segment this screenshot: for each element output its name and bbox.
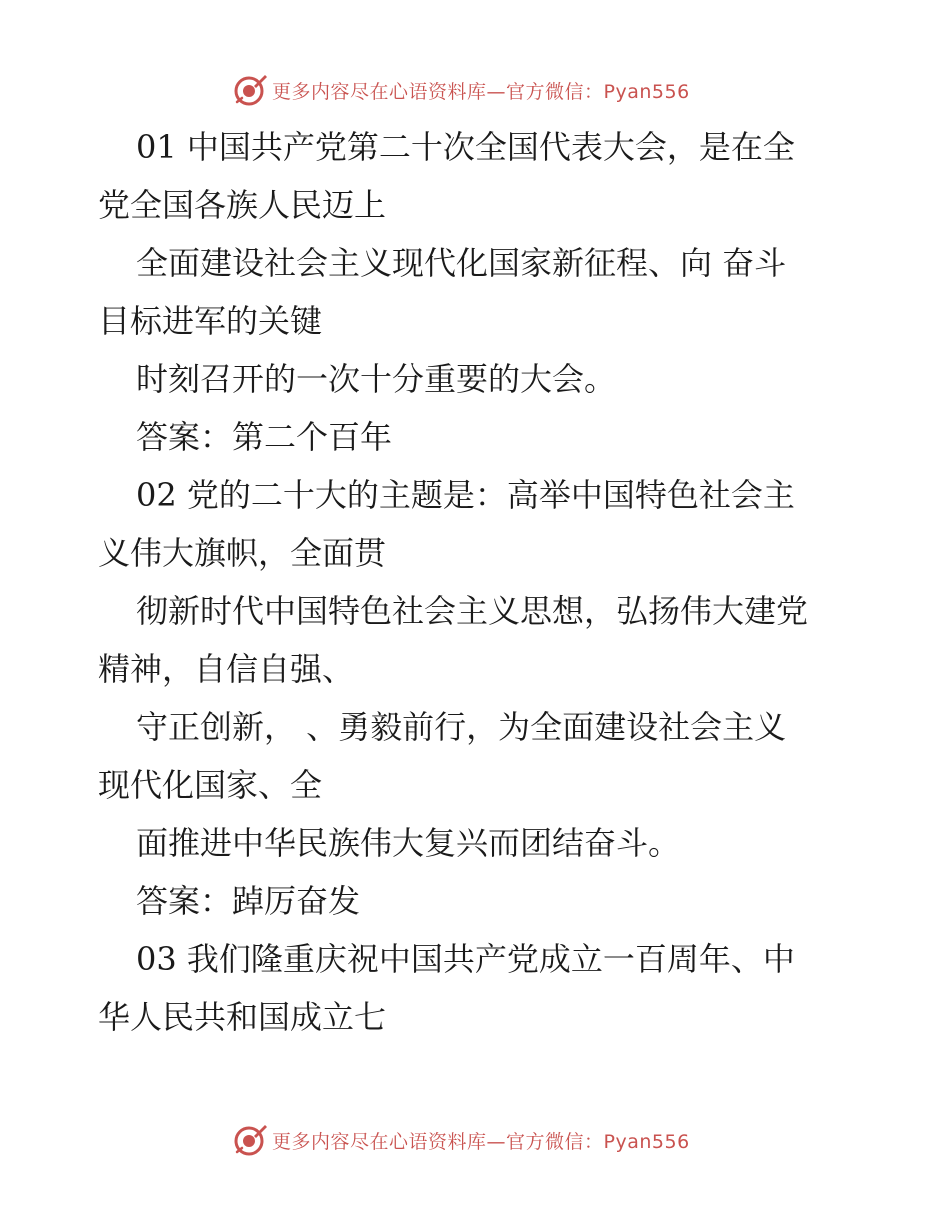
red-pen-logo-icon xyxy=(232,72,268,108)
header-banner xyxy=(232,70,690,110)
text-line: 现代化国家、全 xyxy=(98,766,323,804)
text-line: 党全国各族人民迈上 xyxy=(98,186,387,224)
banner-text: 更多内容尽在心语资料库—官方微信：Pyan556 xyxy=(272,1130,690,1153)
document-body xyxy=(98,118,858,1046)
text-line: 守正创新， 、勇毅前行，为全面建设社会主义 xyxy=(136,708,787,746)
text-line: 02 党的二十大的主题是：高举中国特色社会主 xyxy=(136,476,795,514)
answer-line: 答案：第二个百年 xyxy=(136,418,393,456)
red-pen-logo-icon xyxy=(232,1122,268,1158)
text-line: 彻新时代中国特色社会主义思想，弘扬伟大建党 xyxy=(136,592,809,630)
text-line: 全面建设社会主义现代化国家新征程、向 奋斗 xyxy=(136,244,787,282)
text-line: 时刻召开的一次十分重要的大会。 xyxy=(136,360,617,398)
answer-line: 答案：踔厉奋发 xyxy=(136,882,361,920)
text-line: 01 中国共产党第二十次全国代表大会，是在全 xyxy=(136,128,795,166)
banner-text: 更多内容尽在心语资料库—官方微信：Pyan556 xyxy=(272,80,690,103)
text-line: 面推进中华民族伟大复兴而团结奋斗。 xyxy=(136,824,681,862)
text-line: 义伟大旗帜，全面贯 xyxy=(98,534,387,572)
text-line: 目标进军的关键 xyxy=(98,302,323,340)
text-line: 华人民共和国成立七 xyxy=(98,998,387,1036)
footer-banner xyxy=(232,1120,690,1160)
text-line: 精神，自信自强、 xyxy=(98,650,355,688)
text-line: 03 我们隆重庆祝中国共产党成立一百周年、中 xyxy=(136,940,795,978)
